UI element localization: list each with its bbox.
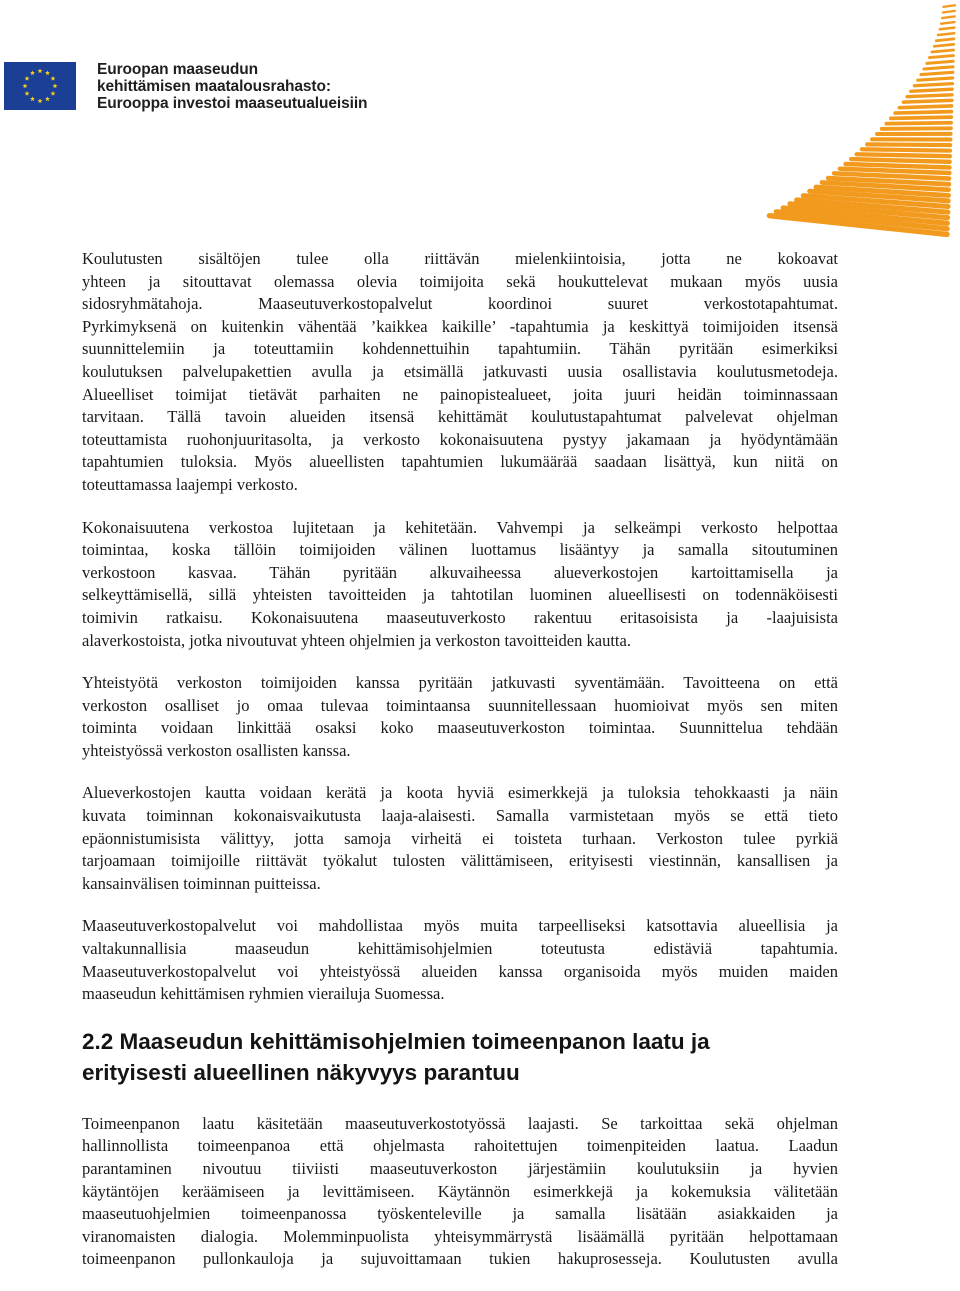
paragraph-line: yhteen ja sitouttavat olemassa olevia toimijoita sekä houkuttelevat mukaan myös uusia [82,271,838,291]
leader-dash [905,93,953,99]
leader-dash [913,82,955,88]
body-paragraph [82,672,838,762]
leader-dash [942,10,956,14]
section-heading [82,1026,838,1088]
leader-dash [941,15,956,19]
leader-logo-icon [730,0,960,240]
paragraph-line: kuvata toiminnan kokonaisvaikutusta laaja-alaisesti. Samalla varmistetaan myös se että tieto [82,806,838,826]
leader-dash [935,37,956,42]
paragraph-line: Toimeenpanon laatu käsitetään maaseutuverkostotyössä laajasti. Se tarkoittaa sekä ohjelman [82,1113,838,1133]
paragraph-line: valtakunnallisia maaseudun kehittämisohjelmien toteutusta edistäviä tapahtumia. [82,939,838,959]
leader-dash [938,26,955,30]
paragraph-line: hallinnollista toimeenpanoa että ohjelmasta rahoitettujen toimenpiteiden laatua. Laadun [82,1136,838,1156]
body-paragraph [82,782,838,895]
leader-dash [889,115,953,120]
leader-dash [865,142,952,147]
leader-dash [875,132,953,136]
leader-dash [922,65,954,70]
paragraph-line: käytäntöjen keräämiseen ja levittämiseen. Käytännön esimerkkejä ja kokemuksia välitetään [82,1181,838,1201]
paragraph-line: tarjoamaan toimijoille riittävät työkalut tulosten välittämiseen, erityisesti viestinnän, kansallisen ja [82,851,838,871]
body-paragraph [82,248,838,497]
paragraph-line: verkostoon kasvaa. Tähän pyritään alkuvaiheessa alueverkostojen kartoittamisella ja [82,562,838,582]
paragraph-line: Koulutusten sisältöjen tulee olla riittävän mielenkiintoisia, jotta ne kokoavat [82,249,838,268]
paragraph-line: viranomaisten dialogia. Molemminpuolista yhteisymmärrystä lisäämällä pyritään helpottamaan [82,1226,838,1246]
paragraph-line: maaseutuohjelmien toimeenpanossa työskenteleville ja samalla lisätään asiakkaiden ja [82,1204,838,1224]
leader-dash [916,76,954,82]
leader-dash [909,87,954,93]
paragraph-line: Maaseutuverkostopalvelut voi yhteistyössä alueiden kanssa organisoida myös muiden maiden [82,961,838,981]
paragraph-line: toimivin ratkaisu. Kokonaisuutena maaseutuverkosto rakentuu eritasoisista ja -laajuisista [82,607,838,627]
paragraph-line: toteuttamassa laajempi verkosto. [82,474,298,494]
leader-dash [925,60,955,65]
paragraph-line: toimintaa, koska tällöin toimijoiden välinen luottamus lisääntyy ja samalla sitoutuminen [82,540,838,560]
paragraph-line: toteuttamista ruohonjuuritasolta, ja verkosto kokonaisuutena pystyy jakamaan ja hyödyntämään [82,429,838,449]
body-paragraph [82,915,838,1005]
paragraph-line: selkeyttämisellä, sillä yhteisten tavoitteiden ja tahtotilan luominen alueellisesti on todennäköisesti [82,585,838,605]
eu-flag-icon [4,62,76,110]
leader-dash [884,121,953,126]
leader-dash [870,137,952,141]
paragraph-line: tarvitaan. Tällä tavoin alueiden itsensä kehittämät koulutustapahtumat palvelevat ohjelman [82,407,838,427]
paragraph-line: Alueelliset toimijat tietävät parhaiten ne painopistealueet, joita juuri heidän toiminnassaan [82,384,838,404]
section-heading-line: erityisesti alueellinen näkyvyys parantuu [82,1059,520,1085]
paragraph-line: toimeenpanon pullonkauloja ja sujuvoittamaan tukien hakuprosesseja. Koulutusten avulla [82,1249,838,1269]
paragraph-line: Kokonaisuutena verkostoa lujitetaan ja kehitetään. Vahvempi ja selkeämpi verkosto helpottaa [82,517,838,537]
paragraph-line: maaseudun kehittämisen ryhmien vierailuja Suomessa. [82,984,445,1004]
paragraph-line: suunnittelemiin ja toteuttamiin kohdennettuihin tapahtumiin. Tähän pyritään esimerkiksi [82,339,838,359]
eu-fund-line: kehittämisen maatalousrahasto: [97,78,331,95]
section-heading-line: 2.2 Maaseudun kehittämisohjelmien toimeenpanon laatu ja [82,1028,710,1054]
paragraph-line: sidosryhmätahoja. Maaseutuverkostopalvelut koordinoi suuret verkostotapahtumat. [82,294,838,314]
paragraph-line: tapahtumien tuloksia. Myös alueellisten tapahtumien lukumäärää saadaan lisättyä, kun niitä on [82,452,838,472]
eu-fund-line: Eurooppa investoi maaseutualueisiin [97,95,368,112]
leader-dash [937,32,956,37]
leader-dash [860,147,952,153]
leader-dash [928,54,955,59]
paragraph-line: kansainvälisen toiminnan puitteissa. [82,873,321,893]
paragraph-line: epäonnistumisista välittyy, jotta samoja virheitä ei toisteta turhaan. Verkoston tulee pyrkiä [82,828,838,848]
leader-dash [919,71,954,76]
paragraph-line: toiminta voidaan linkittää osaksi koko maaseutuverkoston toimintaa. Suunnittelua tehdään [82,718,838,738]
document-body [82,248,838,1291]
leader-dash [933,43,956,48]
paragraph-line: yhteistyössä verkoston osallisten kanssa. [82,740,351,760]
leader-dash [930,48,955,53]
leader-dash [897,104,953,109]
leader-dash [902,98,954,103]
eu-fund-line: Euroopan maaseudun [97,61,258,78]
paragraph-line: koulutuksen palvelupakettien avulla ja etsimällä jatkuvasti uusia osallistavia koulutusmetodeja. [82,361,838,381]
eu-fund-label [97,61,367,112]
paragraph-line: Alueverkostojen kautta voidaan kerätä ja koota hyviä esimerkkejä ja tuloksia tehokkaasti ja näin [82,783,838,803]
leader-dash [880,126,953,131]
paragraph-line: Pyrkimyksenä on kuitenkin vähentää ’kaikkea kaikille’ -tapahtumia ja keskittyä toimijoiden itsensä [82,316,838,336]
page-header [0,0,960,240]
paragraph-line: verkoston osalliset jo omaa tulevaa toimintaansa suunnitellessaan huomioivat myös sen miten [82,695,838,715]
paragraph-line: Yhteistyötä verkoston toimijoiden kanssa pyritään jatkuvasti syventämään. Tavoitteena on että [82,673,838,693]
leader-dash [893,110,953,115]
section-paragraph [82,1113,838,1271]
paragraph-list [82,248,838,1006]
body-paragraph [82,517,838,653]
leader-dash [942,4,956,8]
leader-dash [940,21,956,25]
paragraph-line: alaverkostoista, jotka nivoutuvat yhteen ohjelmien ja verkoston tavoitteiden kautta. [82,630,631,650]
paragraph-line: parantaminen nivoutuu tiiviisti maaseutuverkoston järjestämiin koulutuksiin ja hyvien [82,1159,838,1178]
paragraph-line: Maaseutuverkostopalvelut voi mahdollistaa myös muita tarpeelliseksi katsottavia alueellisia ja [82,916,838,936]
